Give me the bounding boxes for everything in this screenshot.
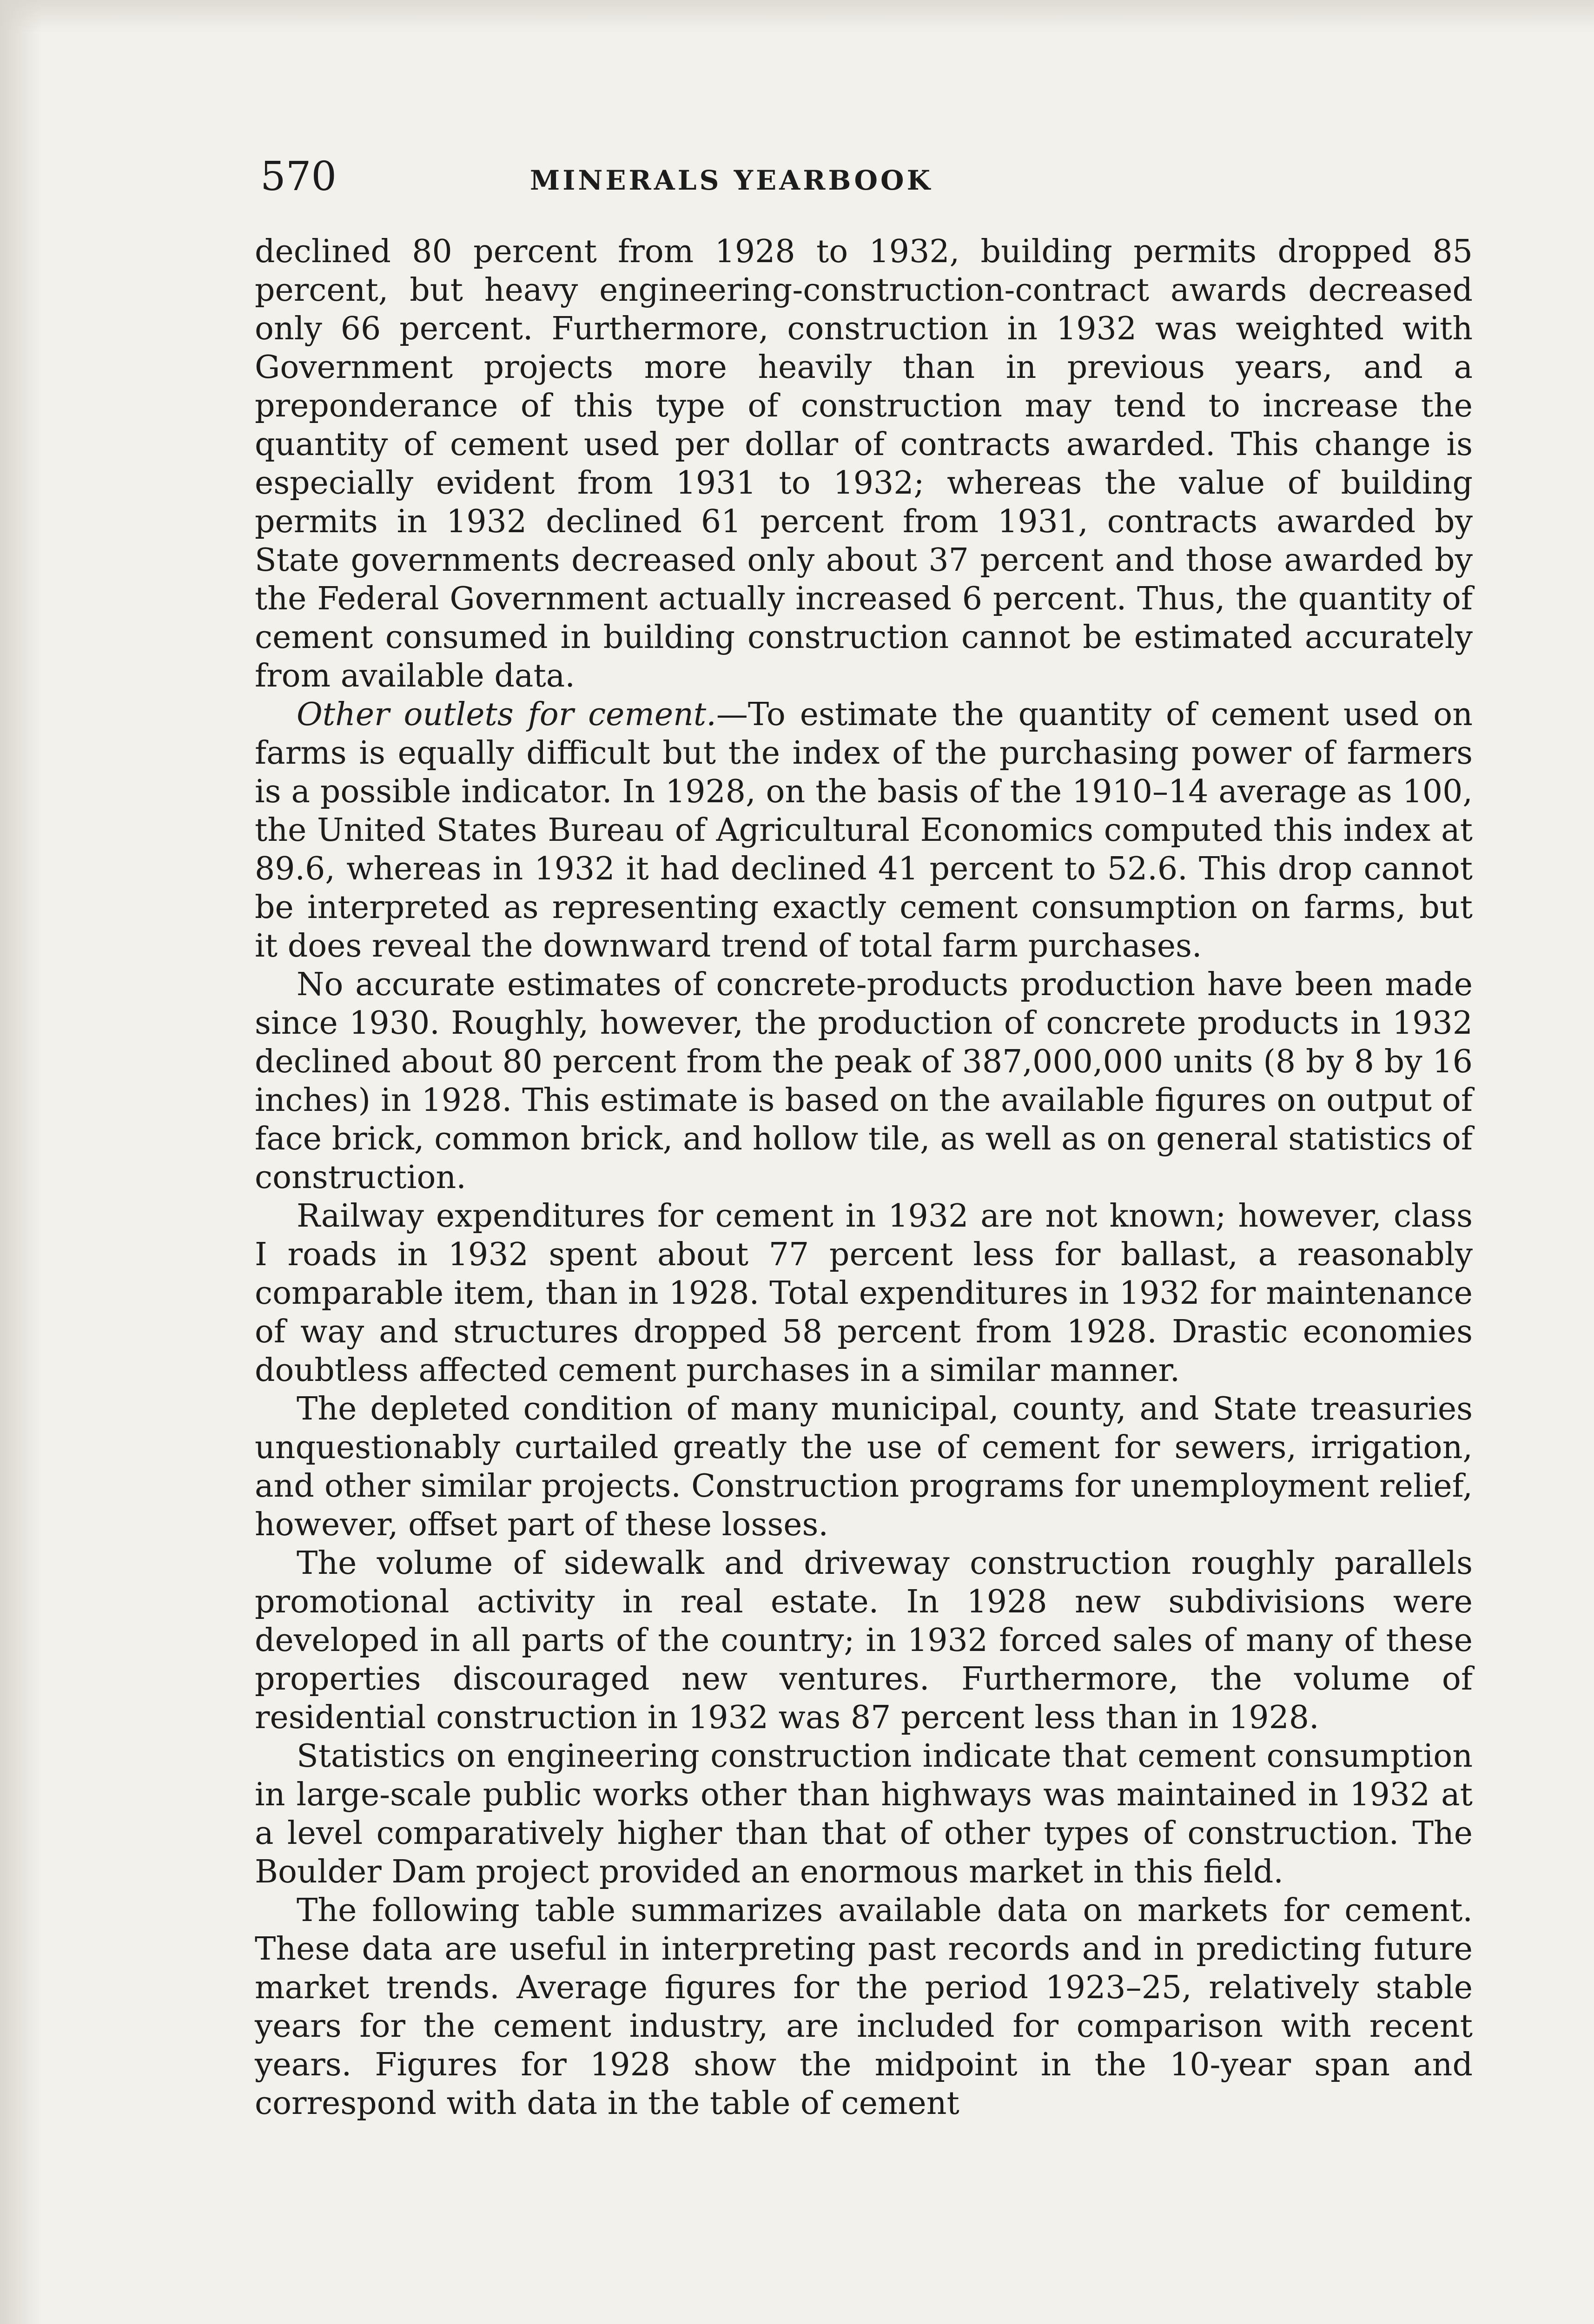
scan-top-shading (0, 0, 1594, 33)
run-in-dash: — (716, 696, 748, 733)
body-text (255, 232, 1473, 2123)
paragraph-2 (255, 695, 1473, 965)
paragraph-6: The volume of sidewalk and driveway construction roughly parallels promotional activity in real estate. In 1928 new subdivisions were developed in all parts of the country; in 1932 forced sales of many of these properties discouraged new ventures. Furthermore, the volume of residential construction in 1932 was 87 percent less than in 1928. (255, 1545, 1473, 1736)
run-in-heading: Other outlets for cement. (297, 696, 716, 733)
paragraph-7: Statistics on engineering construction indicate that cement consumption in large-scale public works other than highways was maintained in 1932 at a level comparatively higher than that of other types of construction. The Boulder Dam project provided an enormous market in this field. (255, 1738, 1473, 1890)
paragraph-2-text: To estimate the quantity of cement used on farms is equally difficult but the index of the purchasing power of farmers is a possible indicator. In 1928, on the basis of the 1910–14 average as 100, the United States Bureau of Agricultural Economics computed this index at 89.6, whereas in 1932 it had declined 41 percent to 52.6. This drop cannot be interpreted as representing exactly cement consumption on farms, but it does reveal the downward trend of total farm purchases. (255, 696, 1473, 964)
running-head: MINERALS YEARBOOK (530, 165, 933, 196)
paragraph-4: Railway expenditures for cement in 1932 are not known; however, class I roads in 1932 spent about 77 percent less for ballast, a reasonably comparable item, than in 1928. Total expenditures in 1932 for maintenance of way and structures dropped 58 percent from 1928. Drastic economies doubtless affected cement purchases in a similar manner. (255, 1198, 1473, 1389)
page-number: 570 (260, 153, 337, 200)
paragraph-1: declined 80 percent from 1928 to 1932, building permits dropped 85 percent, but heavy engineering-construction-contract awards decreased only 66 percent. Furthermore, construction in 1932 was weighted with Government projects more heavily than in previous years, and a preponderance of this type of construction may tend to increase the quantity of cement used per dollar of contracts awarded. This change is especially evident from 1931 to 1932; whereas the value of building permits in 1932 declined 61 percent from 1931, contracts awarded by State governments decreased only about 37 percent and those awarded by the Federal Government actually increased 6 percent. Thus, the quantity of cement consumed in building construction cannot be estimated accurately from available data. (255, 233, 1473, 694)
page-header (260, 153, 1478, 209)
paragraph-8: The following table summarizes available data on markets for cement. These data are useful in interpreting past records and in predicting future market trends. Average figures for the period 1923–25, relatively stable years for the cement industry, are included for comparison with recent years. Figures for 1928 show the midpoint in the 10-year span and correspond with data in the table of cement (255, 1892, 1473, 2122)
scan-edge-shading (0, 0, 42, 2324)
paragraph-3: No accurate estimates of concrete-products production have been made since 1930. Roughly, however, the production of concrete products in 1932 declined about 80 percent from the peak of 387,000,000 units (8 by 8 by 16 inches) in 1928. This estimate is based on the available figures on output of face brick, common brick, and hollow tile, as well as on general statistics of construction. (255, 966, 1473, 1196)
paragraph-5: The depleted condition of many municipal, county, and State treasuries unquestionably curtailed greatly the use of cement for sewers, irrigation, and other similar projects. Construction programs for unemployment relief, however, offset part of these losses. (255, 1391, 1473, 1543)
